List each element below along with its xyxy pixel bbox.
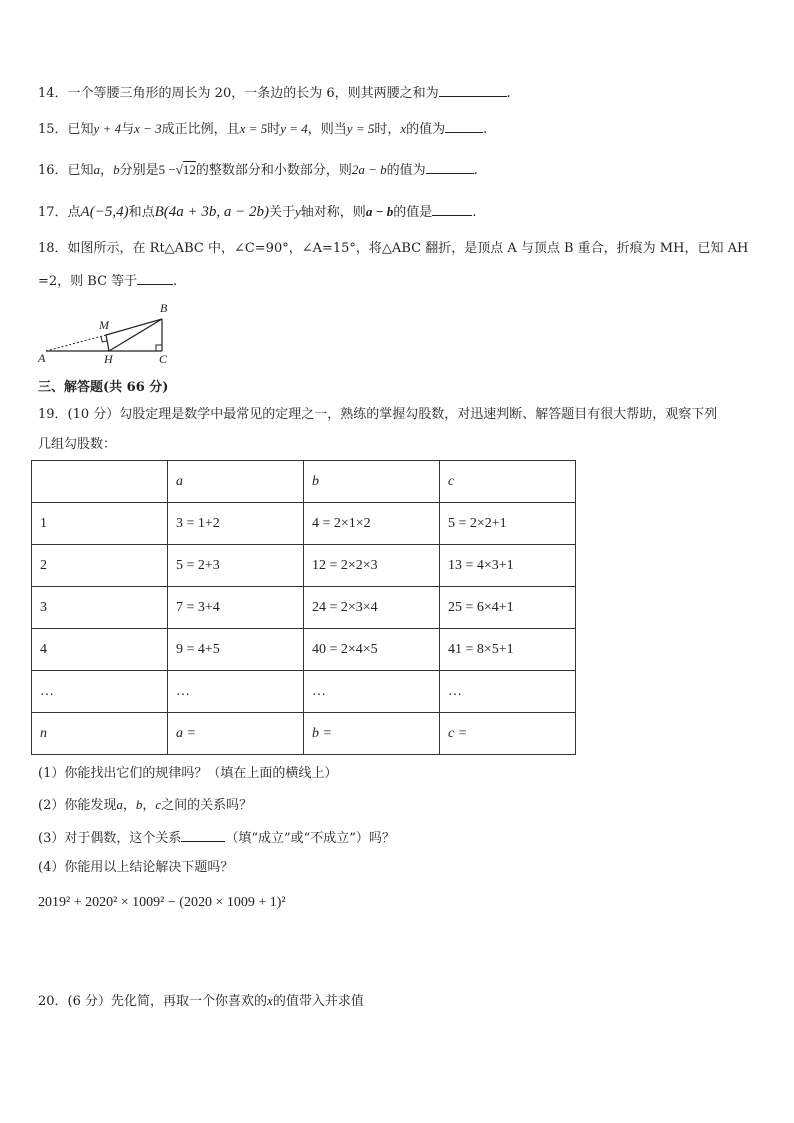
table-header-cell [32, 461, 168, 503]
section-title: 三、解答题(共 66 分) [38, 380, 169, 395]
table-cell: 4 [32, 629, 168, 671]
math-var: b [135, 797, 143, 812]
question-19-text-2: 几组勾股数： [38, 437, 117, 452]
answer-blank-19-3[interactable] [181, 828, 225, 842]
math-expr: 5 − [158, 162, 176, 177]
sqrt-radicand: 12 [182, 162, 196, 177]
table-row [32, 671, 576, 713]
question-19-sub1 [38, 765, 337, 783]
table-row [32, 629, 576, 671]
text: ， [100, 163, 114, 178]
pythagorean-table [31, 460, 576, 755]
question-16-label: 16．已知 [38, 163, 94, 178]
question-19-line2 [38, 436, 116, 454]
math-var: c [155, 797, 162, 812]
question-14 [38, 83, 511, 103]
period: . [472, 205, 477, 220]
table-cell: … [304, 671, 440, 713]
math-expr: y = 5 [346, 121, 375, 136]
text: 时 [267, 122, 281, 137]
math-expr: x = 5 [239, 121, 268, 136]
text: 的值为 [406, 122, 446, 137]
table-cell: 13 = 4×3+1 [440, 545, 576, 587]
label-m: M [99, 318, 109, 332]
table-cell: … [168, 671, 304, 713]
question-15-label: 15．已知 [38, 122, 94, 137]
text: 和点 [128, 205, 155, 220]
table-row [32, 713, 576, 755]
table-cell: 40 = 2×4×5 [304, 629, 440, 671]
table-cell: … [32, 671, 168, 713]
table-cell: 5 = 2×2+1 [440, 503, 576, 545]
question-19-sub4 [38, 859, 233, 877]
math-expr: 2a − b [351, 162, 387, 177]
point-a: A(−5,4) [80, 204, 129, 220]
triangle-figure [36, 300, 176, 368]
question-16 [38, 160, 478, 180]
math-expr: a − b [365, 204, 394, 219]
text: 成正比例，且 [161, 122, 240, 137]
sub-question-text: (3）对于偶数，这个关系 [38, 831, 182, 846]
table-cell: n [32, 713, 168, 755]
question-14-text: 14．一个等腰三角形的周长为 20，一条边的长为 6，则其两腰之和为 [38, 86, 439, 101]
table-row [32, 503, 576, 545]
question-20 [38, 992, 364, 1011]
period: . [506, 86, 511, 101]
question-17-label: 17．点 [38, 205, 81, 220]
question-20-text: 的值带入并求值 [272, 994, 364, 1009]
label-a: A [38, 351, 46, 365]
table-cell: 9 = 4+5 [168, 629, 304, 671]
text: ，则当 [307, 122, 347, 137]
table-cell: 5 = 2+3 [168, 545, 304, 587]
sqrt-expression: √12 [175, 162, 196, 177]
text: 关于 [269, 205, 296, 220]
text: ， [122, 798, 136, 813]
table-row [32, 587, 576, 629]
math-var: a [93, 162, 101, 177]
table-cell: 24 = 2×3×4 [304, 587, 440, 629]
sub-question-text: (2）你能发现 [38, 798, 117, 813]
period: . [173, 274, 178, 289]
table-header-row [32, 461, 576, 503]
sub-question-text: （填“成立”或“不成立”）吗？ [225, 831, 395, 846]
table-cell: 1 [32, 503, 168, 545]
math-expr: y + 4 [93, 121, 122, 136]
math-expr: x [400, 121, 407, 136]
table-row [32, 545, 576, 587]
answer-blank-14[interactable] [439, 83, 507, 97]
question-18-text: 18．如图所示，在 Rt△ABC 中，∠C=90°，∠A=15°，将△ABC 翻折，是顶点 A 与顶点 B 重合，折痕为 MH，已知 AH [38, 241, 749, 256]
math-var: b [113, 162, 120, 177]
answer-blank-17[interactable] [432, 202, 472, 216]
question-15 [38, 119, 487, 139]
label-h: H [104, 352, 113, 366]
table-header-cell: a [168, 461, 304, 503]
segment-am-dashed [46, 335, 106, 351]
point-b: B(4a + 3b, a − 2b) [154, 204, 269, 220]
question-19-sub3 [38, 828, 395, 848]
period: . [473, 163, 478, 178]
table-cell: 12 = 2×2×3 [304, 545, 440, 587]
text: 之间的关系吗？ [161, 798, 253, 813]
table-cell: … [440, 671, 576, 713]
text: 与 [121, 122, 135, 137]
table-cell: 3 = 1+2 [168, 503, 304, 545]
math-expr: y = 4 [280, 121, 308, 136]
question-19-sub2 [38, 796, 252, 815]
question-19-text: 19．(10 分）勾股定理是数学中最常见的定理之一，熟练的掌握勾股数，对迅速判断、解答题目有很大帮助，观察下列 [38, 407, 718, 422]
math-var: x [267, 993, 273, 1008]
table-cell: 7 = 3+4 [168, 587, 304, 629]
segment-bh [109, 319, 162, 351]
table-cell: 3 [32, 587, 168, 629]
math-var: a [116, 797, 123, 812]
question-18-line1 [38, 240, 748, 258]
answer-blank-18[interactable] [137, 271, 173, 285]
table-cell: 2 [32, 545, 168, 587]
math-expression: 2019² + 2020² × 1009² − (2020 × 1009 + 1)² [38, 895, 286, 910]
text: 轴对称，则 [300, 205, 366, 220]
table-cell-answer-a[interactable]: a = [168, 713, 304, 755]
table-cell: 4 = 2×1×2 [304, 503, 440, 545]
question-20-text: 20．(6 分）先化简，再取一个你喜欢的 [38, 994, 268, 1009]
text: 时， [374, 122, 401, 137]
math-var: y [295, 204, 301, 219]
table-header-cell: b [304, 461, 440, 503]
question-18-text-2: =2，则 BC 等于 [38, 274, 138, 289]
text: 的值是 [393, 205, 433, 220]
question-17 [38, 202, 476, 222]
question-18-line2 [38, 271, 177, 291]
answer-blank-15[interactable] [445, 119, 483, 133]
text: ， [142, 798, 156, 813]
answer-blank-16[interactable] [426, 160, 474, 174]
label-b: B [160, 301, 168, 315]
segment-mb [106, 319, 162, 335]
sub-question-text: (1）你能找出它们的规律吗？（填在上面的横线上） [38, 766, 338, 781]
period: . [483, 122, 488, 137]
right-angle-c [156, 345, 162, 351]
label-c: C [159, 352, 168, 366]
table-header-cell: c [440, 461, 576, 503]
math-expr: x − 3 [134, 121, 162, 136]
table-cell: 25 = 6×4+1 [440, 587, 576, 629]
text: 的整数部分和小数部分，则 [195, 163, 352, 178]
text: 的值为 [386, 163, 426, 178]
table-cell: 41 = 8×5+1 [440, 629, 576, 671]
sub-question-text: (4）你能用以上结论解决下题吗？ [38, 860, 234, 875]
table-cell-answer-b[interactable]: b = [304, 713, 440, 755]
text: 分别是 [119, 163, 159, 178]
table-cell-answer-c[interactable]: c = [440, 713, 576, 755]
question-19-line1 [38, 406, 717, 424]
segment-mh [106, 335, 109, 351]
